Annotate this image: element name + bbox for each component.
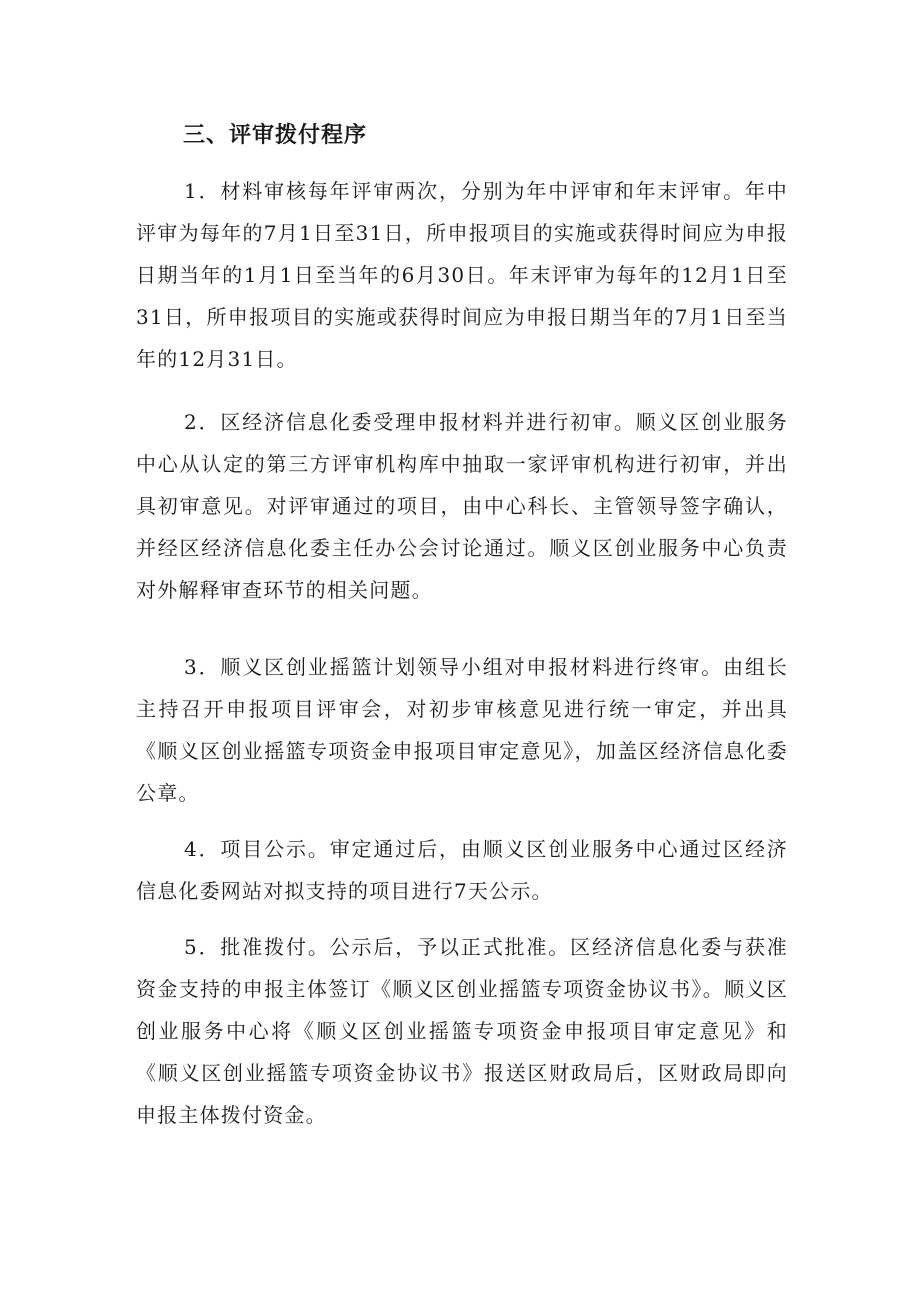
section-heading: 三、评审拨付程序 — [183, 123, 368, 148]
paragraph-final-review: 3．顺义区创业摇篮计划领导小组对申报材料进行终审。由组长主持召开申报项目评审会，对初步审核意见进行统一审定，并出具《顺义区创业摇篮专项资金申报项目审定意见》，加盖区经济信息化委公章。 — [136, 655, 788, 805]
paragraph-material-review: 1．材料审核每年评审两次，分别为年中评审和年末评审。年中评审为每年的7月1日至31日，所申报项目的实施或获得时间应为申报日期当年的1月1日至当年的6月30日。年末评审为每年的12月1日至31日，所申报项目的实施或获得时间应为申报日期当年的7月1日至当年的12月31日。 — [136, 179, 788, 371]
paragraph-approval-disbursement: 5．批准拨付。公示后，予以正式批准。区经济信息化委与获准资金支持的申报主体签订《顺义区创业摇篮专项资金协议书》。顺义区创业服务中心将《顺义区创业摇篮专项资金申报项目审定意见》和《顺义区创业摇篮专项资金协议书》报送区财政局后，区财政局即向申报主体拨付资金。 — [136, 935, 788, 1127]
paragraph-project-publicity: 4．项目公示。审定通过后，由顺义区创业服务中心通过区经济信息化委网站对拟支持的项目进行7天公示。 — [136, 837, 788, 903]
paragraph-preliminary-review: 2．区经济信息化委受理申报材料并进行初审。顺义区创业服务中心从认定的第三方评审机构库中抽取一家评审机构进行初审，并出具初审意见。对评审通过的项目，由中心科长、主管领导签字确认，并经区经济信息化委主任办公会讨论通过。顺义区创业服务中心负责对外解释审查环节的相关问题。 — [136, 410, 788, 602]
